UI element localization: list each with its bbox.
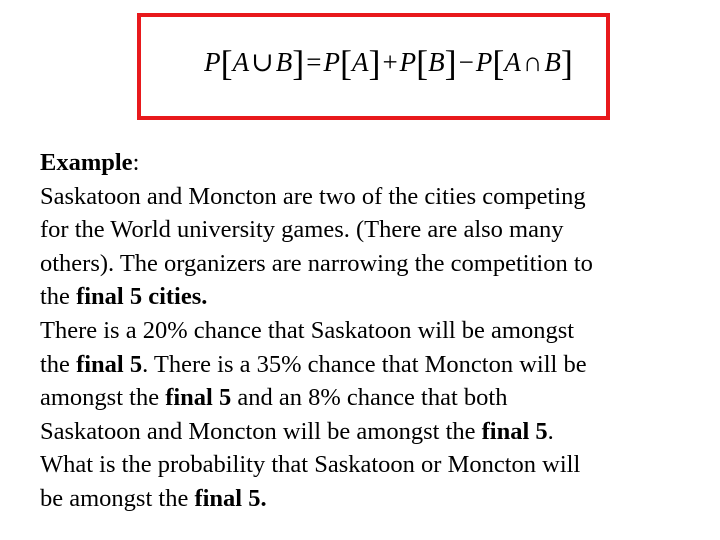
formula-union: ∪: [251, 46, 274, 77]
text-line-6: [40, 348, 700, 382]
formula-lbracket1: [: [220, 42, 233, 83]
formula-lbracket4: [: [492, 42, 505, 83]
text-line-10-bold: final 5.: [194, 484, 267, 512]
text-line-8-suffix: .: [547, 417, 554, 445]
text-line-3: others). The organizers are narrowing the competition to: [40, 249, 593, 277]
text-line-9: What is the probability that Saskatoon or Moncton will: [40, 451, 581, 479]
formula-b2: B: [428, 46, 445, 77]
formula-p1: P: [204, 46, 221, 77]
text-line-2: for the World university games. (There are also many: [40, 216, 564, 244]
text-line-8-bold: final 5: [481, 417, 548, 445]
text-line-7-bold: final 5: [165, 384, 232, 412]
formula-minus: −: [458, 46, 474, 77]
text-line-4: [40, 280, 700, 314]
text-line-10: [40, 482, 700, 516]
formula-a2: A: [351, 46, 369, 77]
probability-union-formula: [204, 42, 573, 84]
text-line-6-suffix: . There is a 35% chance that Moncton will be: [142, 350, 587, 378]
formula-lbracket2: [: [339, 42, 352, 83]
formula-b1: B: [275, 46, 293, 77]
formula-intersect: ∩: [522, 46, 543, 77]
formula-a3: A: [504, 46, 521, 77]
formula-lbracket3: [: [416, 42, 429, 83]
formula-rbracket2: ]: [368, 42, 381, 83]
formula-p2: P: [323, 46, 340, 77]
formula-rbracket1: ]: [292, 42, 305, 83]
formula-p4: P: [475, 46, 493, 77]
text-line-6-prefix: the: [40, 350, 77, 378]
text-line-4-bold: final 5 cities.: [76, 283, 208, 311]
text-line-10-prefix: be amongst the: [40, 484, 195, 512]
text-line-7: [40, 381, 700, 415]
formula-p3: P: [399, 46, 417, 77]
formula-a1: A: [232, 46, 250, 77]
formula-rbracket3: ]: [444, 42, 457, 83]
text-line-7-suffix: and an 8% chance that both: [231, 384, 508, 412]
text-line-7-prefix: amongst the: [40, 384, 166, 412]
text-line-6-bold: final 5: [76, 350, 143, 378]
example-heading-line: [40, 146, 700, 180]
formula-rbracket4: ]: [560, 42, 573, 83]
formula-box: [137, 13, 610, 120]
formula-plus: +: [382, 46, 398, 77]
formula-b3: B: [544, 46, 561, 77]
formula-equals: =: [306, 46, 322, 77]
text-line-8-prefix: Saskatoon and Moncton will be amongst the: [40, 417, 482, 445]
text-line-8: [40, 415, 700, 449]
text-line-5: There is a 20% chance that Saskatoon will be amongst: [40, 316, 575, 344]
text-line-4-prefix: the: [40, 283, 77, 311]
example-heading: Example: [40, 149, 133, 176]
text-line-1: Saskatoon and Moncton are two of the cities competing: [40, 182, 586, 210]
example-colon: :: [132, 149, 140, 176]
example-text: [40, 146, 700, 516]
